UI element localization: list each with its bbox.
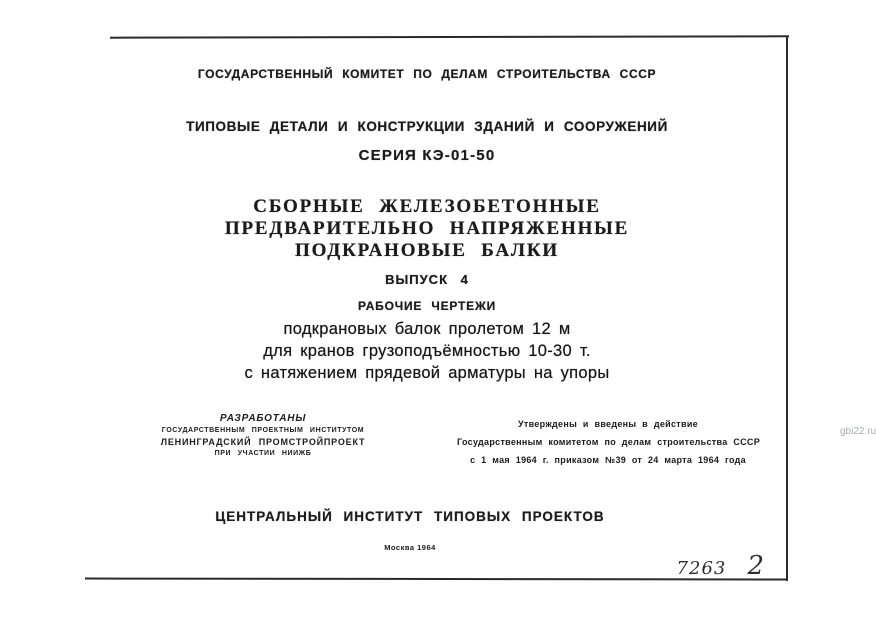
subtitle-line-3: с натяжением прядевой арматуры на упоры — [244, 364, 610, 382]
subtitle-line-1: подкрановых балок пролетом 12 м — [283, 320, 571, 338]
approval-line-2: Государственным комитетом по делам строительства СССР — [457, 437, 761, 447]
developed-by-line-1: ГОСУДАРСТВЕННЫМ ПРОЕКТНЫМ ИНСТИТУТОМ — [161, 427, 365, 434]
series-code: СЕРИЯ КЭ-01-50 — [358, 147, 496, 164]
developed-by-heading: РАЗРАБОТАНЫ — [219, 413, 307, 424]
approval-line-3: с 1 мая 1964 г. приказом №39 от 24 марта 1964 года — [470, 455, 746, 465]
main-title-line-2: ПРЕДВАРИТЕЛЬНО НАПРЯЖЕННЫЕ — [224, 218, 630, 239]
document-type: РАБОЧИЕ ЧЕРТЕЖИ — [357, 299, 497, 313]
publisher: ЦЕНТРАЛЬНЫЙ ИНСТИТУТ ТИПОВЫХ ПРОЕКТОВ — [215, 509, 605, 524]
series-title: ТИПОВЫЕ ДЕТАЛИ И КОНСТРУКЦИИ ЗДАНИЙ И СООРУЖЕНИЙ — [186, 119, 668, 134]
subtitle-line-2: для кранов грузоподъёмностью 10-30 т. — [263, 342, 591, 360]
main-title-line-1: СБОРНЫЕ ЖЕЛЕЗОБЕТОННЫЕ — [253, 196, 601, 217]
handwritten-stamp — [660, 551, 780, 581]
developed-by-line-3: ПРИ УЧАСТИИ НИИЖБ — [214, 450, 312, 457]
developed-by-block — [113, 413, 413, 457]
frame-top-border — [110, 35, 789, 38]
issue-number: ВЫПУСК 4 — [385, 272, 469, 287]
main-title — [27, 196, 827, 262]
developed-by-line-2: ЛЕНИНГРАДСКИЙ ПРОМСТРОЙПРОЕКТ — [160, 437, 366, 447]
handwritten-document-number: 7263 — [676, 558, 727, 579]
approval-line-1: Утверждены и введены в действие — [518, 419, 698, 429]
subtitle — [27, 318, 827, 384]
site-watermark: gbi22.ru — [840, 426, 876, 437]
handwritten-sheet-number: 2 — [747, 551, 764, 581]
imprint-city-year: Москва 1964 — [384, 543, 436, 552]
approval-block — [457, 419, 759, 473]
main-title-line-3: ПОДКРАНОВЫЕ БАЛКИ — [294, 240, 559, 261]
organization-header: ГОСУДАРСТВЕННЫЙ КОМИТЕТ ПО ДЕЛАМ СТРОИТЕЛЬСТВА СССР — [197, 67, 657, 81]
